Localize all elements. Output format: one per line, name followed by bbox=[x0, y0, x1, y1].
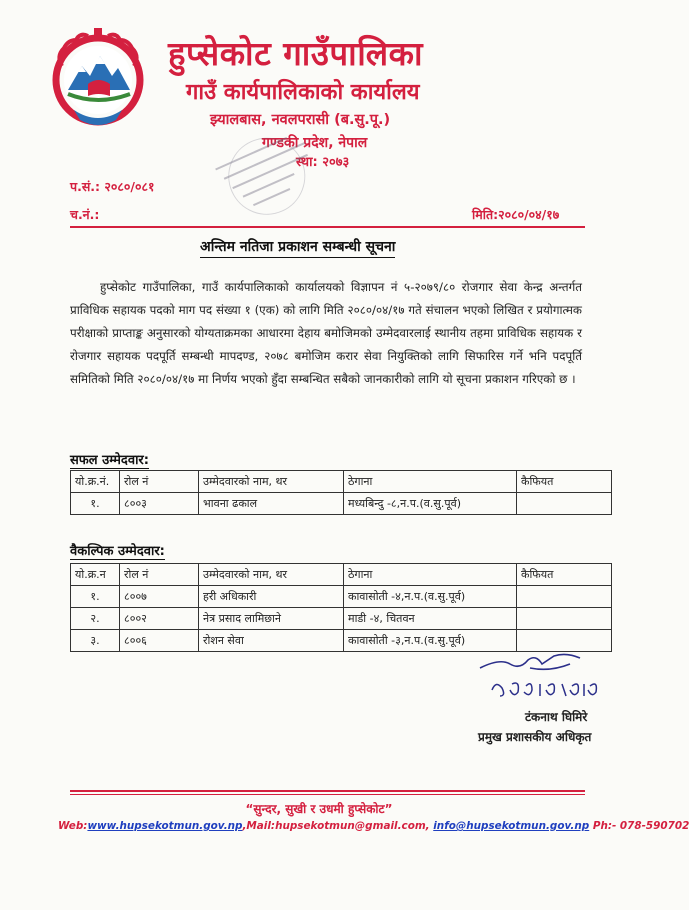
table-cell: नेत्र प्रसाद लामिछाने bbox=[199, 608, 344, 630]
column-header: रोल नं bbox=[120, 564, 199, 586]
province-name: गण्डकी प्रदेश, नेपाल bbox=[262, 135, 368, 151]
letter-date: मिति:२०८०/०४/१७ bbox=[472, 207, 560, 222]
dispatch-number: च.नं.: bbox=[70, 207, 100, 222]
official-stamp bbox=[210, 134, 326, 224]
table-cell: ८००३ bbox=[120, 493, 199, 515]
table-cell: रोशन सेवा bbox=[199, 630, 344, 652]
handwritten-signature bbox=[470, 650, 610, 710]
notice-title: अन्तिम नतिजा प्रकाशन सम्बन्धी सूचना bbox=[200, 237, 395, 258]
info-email-link[interactable]: info@hupsekotmun.gov.np bbox=[433, 820, 590, 832]
table-cell: हरी अधिकारी bbox=[199, 586, 344, 608]
column-header: यो.क्र.नं. bbox=[71, 471, 120, 493]
table-cell: ३. bbox=[71, 630, 120, 652]
established-year: स्था: २०७३ bbox=[296, 155, 350, 170]
table-cell: ८००६ bbox=[120, 630, 199, 652]
table-header-row bbox=[71, 471, 612, 493]
table-cell bbox=[517, 493, 612, 515]
alternate-heading: वैकल्पिक उम्मेदवार: bbox=[70, 541, 165, 560]
table-cell: माडी -४, चितवन bbox=[344, 608, 517, 630]
alternate-table bbox=[70, 563, 612, 652]
contact-separator: , bbox=[425, 820, 434, 832]
footer-divider-bottom bbox=[70, 794, 585, 795]
letter-number: प.सं.: २०८०/०८१ bbox=[70, 179, 155, 194]
office-address: झ्यालबास, नवलपरासी (ब.सु.पू.) bbox=[210, 112, 391, 128]
table-row bbox=[71, 586, 612, 608]
website-link[interactable]: www.hupsekotmun.gov.np bbox=[87, 820, 243, 832]
column-header: यो.क्र.न bbox=[71, 564, 120, 586]
table-cell bbox=[517, 608, 612, 630]
table-cell: कावासोती -३,न.प.(व.सु.पूर्व) bbox=[344, 630, 517, 652]
column-header: ठेगाना bbox=[344, 471, 517, 493]
column-header: कैफियत bbox=[517, 564, 612, 586]
column-header: ठेगाना bbox=[344, 564, 517, 586]
column-header: कैफियत bbox=[517, 471, 612, 493]
mail-label: ,Mail: bbox=[242, 820, 276, 832]
table-cell: मध्यबिन्दु -८,न.प.(व.सु.पूर्व) bbox=[344, 493, 517, 515]
successful-heading: सफल उम्मेदवार: bbox=[70, 450, 149, 469]
column-header: उम्मेदवारको नाम, थर bbox=[199, 471, 344, 493]
table-header-row bbox=[71, 564, 612, 586]
municipality-motto: “सुन्दर, सुखी र उधमी हुप्सेकोट” bbox=[245, 802, 393, 816]
office-name: गाउँ कार्यपालिकाको कार्यालय bbox=[186, 80, 420, 105]
table-row bbox=[71, 630, 612, 652]
phone-number: Ph:- 078-590702 bbox=[589, 820, 689, 832]
table-row bbox=[71, 608, 612, 630]
table-cell: कावासोती -४,न.प.(व.सु.पूर्व) bbox=[344, 586, 517, 608]
table-cell: २. bbox=[71, 608, 120, 630]
table-cell: ८००२ bbox=[120, 608, 199, 630]
notice-body: हुप्सेकोट गाउँपालिका, गाउँ कार्यपालिकाको कार्यालयको विज्ञापन नं ५-२०७९/८० रोजगार सेवा केन्द्र अन्तर्गत प्राविधिक सहायक पदको माग पद संख्या १ (एक) को लागि मिति २०८०/०४/१७ गते संचालन भएको लिखित र प्रयोगात्मक परीक्षाको प्राप्ताङ्क अनुसारको योग्यताक्रमका आधारमा देहाय बमोजिमको उम्मेदवारलाई स्थानीय तहमा प्राविधिक सहायक र रोजगार सहायक पदपूर्ति सम्बन्धी मापदण्ड, २०७८ बमोजिम करार सेवा नियुक्तिको लागि सिफारिस गर्ने भनि पदपूर्ति समितिको मिति २०८०/०४/१७ मा निर्णय भएको हुँदा सम्बन्धित सबैको जानकारीको लागि यो सूचना प्रकाशन गरिएको छ । bbox=[70, 280, 582, 386]
mail-address[interactable]: hupsekotmun@gmail.com bbox=[275, 820, 426, 832]
organization-name: हुप्सेकोट गाउँपालिका bbox=[168, 34, 424, 73]
table-cell: १. bbox=[71, 493, 120, 515]
column-header: उम्मेदवारको नाम, थर bbox=[199, 564, 344, 586]
column-header: रोल नं bbox=[120, 471, 199, 493]
table-cell: ८००७ bbox=[120, 586, 199, 608]
signer-title: प्रमुख प्रशासकीय अधिकृत bbox=[478, 730, 592, 744]
table-cell: १. bbox=[71, 586, 120, 608]
successful-table bbox=[70, 470, 612, 515]
table-row bbox=[71, 493, 612, 515]
table-cell bbox=[517, 586, 612, 608]
signer-name: टंकनाथ घिमिरे bbox=[525, 710, 588, 724]
header-divider bbox=[70, 226, 585, 228]
table-cell: भावना ढकाल bbox=[199, 493, 344, 515]
table-cell bbox=[517, 630, 612, 652]
contact-line bbox=[58, 820, 689, 832]
municipality-emblem bbox=[52, 26, 144, 134]
footer-divider-top bbox=[70, 790, 585, 792]
web-label: Web: bbox=[58, 820, 88, 832]
